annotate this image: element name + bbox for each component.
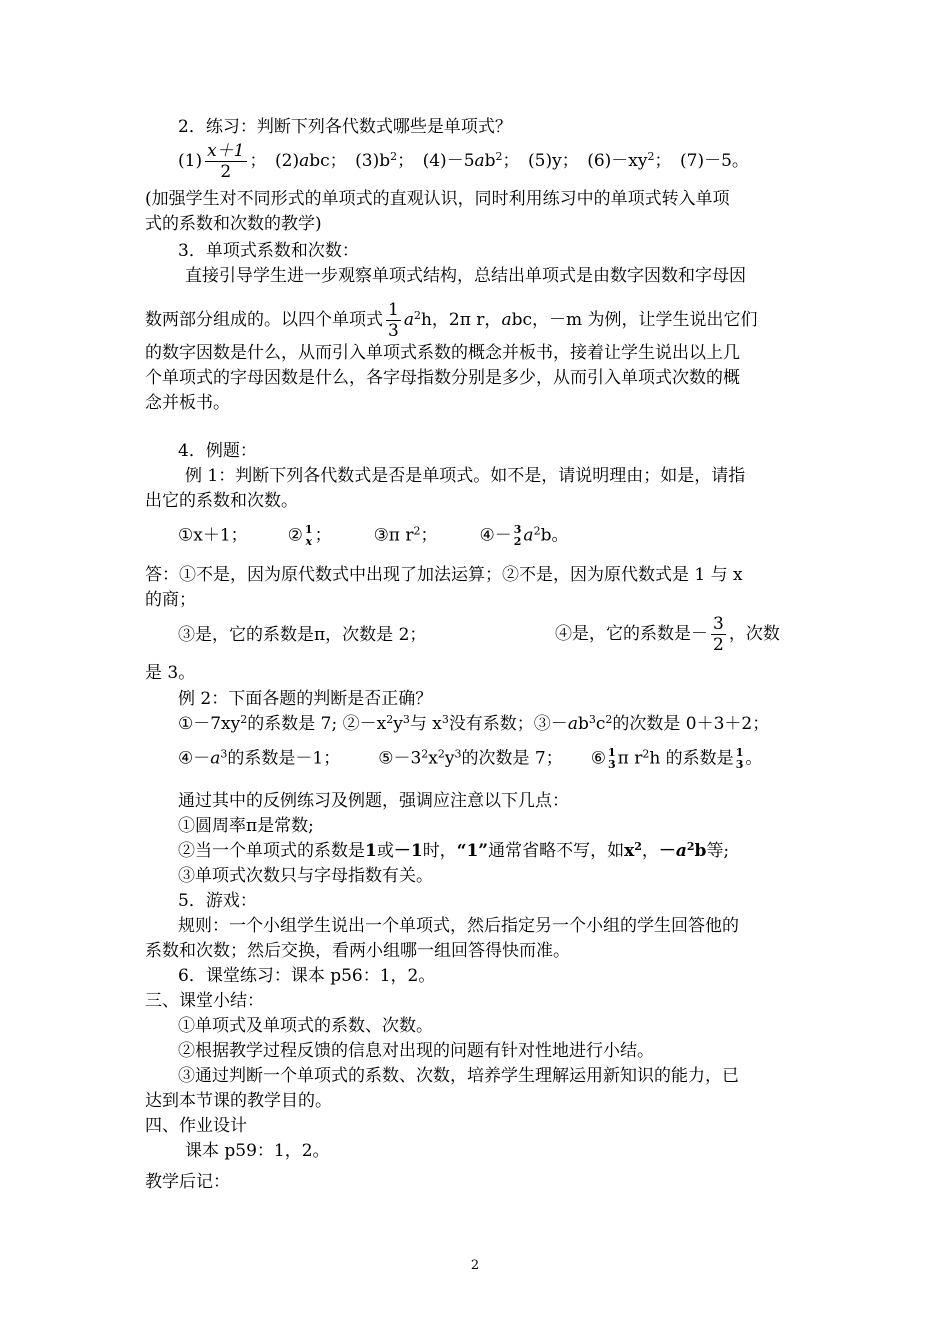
key-points-intro: 通过其中的反例练习及例题，强调应注意以下几点： <box>178 791 569 811</box>
key-point-3: ③单项式次数只与字母指数有关。 <box>178 866 433 886</box>
section-6-heading: 6．课堂练习：课本 p56：1，2。 <box>178 966 436 986</box>
section-3-para-line-1: 直接引导学生进一步观察单项式结构，总结出单项式是由数字因数和字母因 <box>185 266 746 286</box>
game-rule-line-1: 规则：一个小组学生说出一个单项式，然后指定另一个小组的学生回答他的 <box>178 916 739 936</box>
section-4-heading: 4．例题： <box>178 441 257 461</box>
example-2-heading: 例 2：下面各题的判断是否正确？ <box>178 689 433 709</box>
fraction-one-third-small-2: 1 3 <box>735 746 744 771</box>
fraction-one-over-x: 1 x <box>304 523 313 548</box>
answer-line-1: 答：①不是，因为原代数式中出现了加法运算；②不是，因为原代数式是 1 与 x <box>145 565 743 585</box>
key-point-1: ①圆周率π是常数; <box>178 816 314 836</box>
example-2-judgement-line-2: $④-a^3$的系数是－1； $⑤-3^2x^2y^3$的次数是 7； ⑥ 1 3 π $r^2h$ 的系数是 1 3 。 <box>178 746 763 771</box>
section-3-para-line-3: 的数字因数是什么，从而引入单项式系数的概念并板书，接着让学生说出以上几 <box>145 343 740 363</box>
homework-item: 课本 p59：1，2。 <box>185 1141 330 1161</box>
section-3-para-line-2: 数两部分组成的。以四个单项式 $\frac{1}{3}$ $a^2h$，2π r，abc，－m 为例，让学生说出它们 <box>145 300 758 341</box>
game-rule-line-2: 系数和次数；然后交换，看两小组哪一组回答得快而准。 <box>145 941 570 961</box>
postscript-label: 教学后记： <box>145 1172 230 1192</box>
page-number: 2 <box>470 1258 480 1273</box>
section-3-para-line-5: 念并板书。 <box>145 393 230 413</box>
summary-point-2: ②根据教学过程反馈的信息对出现的问题有针对性地进行小结。 <box>178 1041 654 1061</box>
summary-point-3-line-2: 达到本节课的教学目的。 <box>145 1091 332 1111</box>
fraction-x-plus-1-over-2: $\frac{x+1}{2}$ <box>207 141 245 182</box>
example-1-line-2: 出它的系数和次数。 <box>145 491 298 511</box>
summary-point-3-line-1: ③通过判断一个单项式的系数、次数，培养学生理解运用新知识的能力，已 <box>178 1066 739 1086</box>
example-1-options: ①x＋1； ② 1 x ； ③π $r^2$； ④－ 3 2 $a^2b$。 <box>178 523 569 548</box>
section-3-para-line-4: 个单项式的字母因数是什么，各字母指数分别是多少，从而引入单项式次数的概 <box>145 368 740 388</box>
note-line-2: 式的系数和次数的教学) <box>145 214 322 234</box>
answer-line-3a: ③是，它的系数是π，次数是 2； <box>178 625 427 645</box>
key-point-2: ②当一个单项式的系数是1或－1时，“1”通常省略不写，如$x^2$，$-a^2b$等; <box>178 840 730 861</box>
section-5-heading: 5．游戏： <box>178 891 257 911</box>
note-line-1: (加强学生对不同形式的单项式的直观认识，同时利用练习中的单项式转入单项 <box>145 189 730 209</box>
answer-line-4: 是 3。 <box>145 663 196 683</box>
answer-line-3b: ④是，它的系数是－ $\frac{3}{2}$ ，次数 <box>555 614 780 655</box>
fraction-three-halves: 3 2 <box>513 523 522 548</box>
practice-heading: 2．练习：判断下列各代数式哪些是单项式？ <box>178 117 512 137</box>
summary-point-1: ①单项式及单项式的系数、次数。 <box>178 1016 433 1036</box>
example-1-line-1: 例 1：判断下列各代数式是否是单项式。如不是，请说明理由；如是，请指 <box>185 466 746 486</box>
fraction-one-third-small: 1 3 <box>607 746 616 771</box>
answer-line-2: 的商； <box>145 590 196 610</box>
fraction-one-third: $\frac{1}{3}$ <box>388 300 399 341</box>
section-3-heading: 3．单项式系数和次数： <box>178 241 359 261</box>
summary-heading: 三、课堂小结： <box>145 991 264 1011</box>
homework-heading: 四、作业设计 <box>145 1116 247 1136</box>
fraction-three-halves-large: $\frac{3}{2}$ <box>713 614 724 655</box>
practice-items: (1) $\frac{x+1}{2}$ ； (2)abc； $(3)b^2$； $(4)-5ab^2$； (5)y； $(6)-xy^2$； (7)－5。 <box>178 141 749 182</box>
example-2-judgement-line-1: $①-7xy^2$的系数是 7; $②-x^2y^3$与 $x^3$没有系数；$③-ab^3c^2$的次数是 0＋3＋2； <box>178 713 770 734</box>
